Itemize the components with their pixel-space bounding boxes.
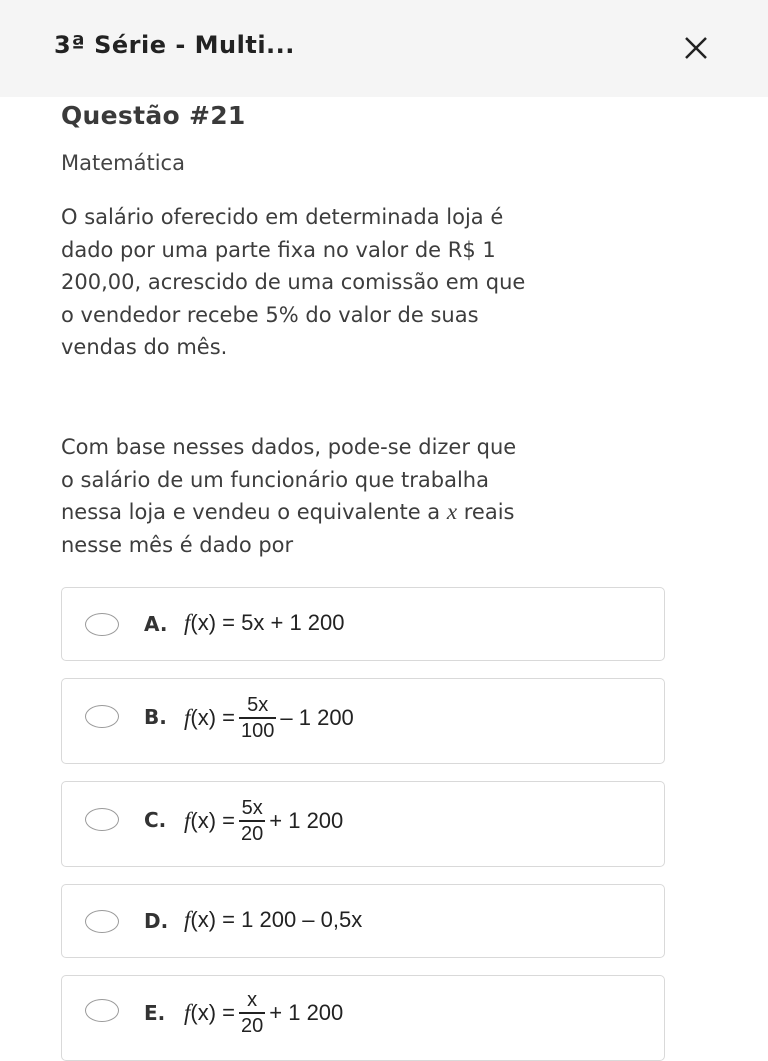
question-subject: Matemática	[61, 151, 185, 175]
fraction-numerator: 5x	[247, 694, 269, 716]
formula-f: f	[184, 705, 191, 730]
option-formula	[184, 990, 343, 1036]
formula-rhs: 5x + 1 200	[241, 610, 345, 635]
formula-rest: + 1 200	[269, 808, 344, 833]
fraction-denominator: 20	[239, 820, 265, 844]
fraction-numerator: 5x	[241, 797, 263, 819]
option-letter: E.	[144, 1001, 166, 1025]
fraction-numerator: x	[247, 989, 258, 1011]
formula-rest: – 1 200	[280, 705, 354, 730]
formula-fraction	[239, 990, 265, 1036]
option-formula	[184, 907, 362, 933]
formula-rest: + 1 200	[269, 1000, 344, 1025]
radio-button[interactable]	[85, 910, 119, 933]
radio-button[interactable]	[85, 808, 119, 831]
option-letter: A.	[144, 612, 168, 636]
header-title: 3ª Série - Multi...	[54, 31, 295, 59]
question-statement: O salário oferecido em determinada loja é dado por uma parte fixa no valor de R$ 1 200,00, acrescido de uma comissão em que o vendedor recebe 5% do valor de suas vendas do mês.	[61, 205, 526, 359]
fraction-denominator: 100	[239, 717, 276, 741]
formula-lhs: (x) =	[190, 610, 236, 635]
radio-button[interactable]	[85, 613, 119, 636]
prompt-text-before: Com base nesses dados, pode-se dizer que o salário de um funcionário que trabalha nessa loja e vendeu o equivalente a	[61, 435, 517, 524]
prompt-text-after: reais nesse mês é dado por	[61, 500, 515, 557]
option-d[interactable]	[61, 884, 665, 958]
option-letter: D.	[144, 909, 169, 933]
top-bar	[0, 0, 768, 97]
question-number: Questão #21	[61, 101, 246, 130]
formula-f: f	[184, 610, 191, 635]
formula-f: f	[184, 808, 191, 833]
formula-lhs: (x) =	[190, 705, 236, 730]
fraction-denominator: 20	[239, 1012, 265, 1036]
radio-button[interactable]	[85, 999, 119, 1022]
formula-lhs: (x) =	[190, 1000, 236, 1025]
option-a[interactable]	[61, 587, 665, 661]
formula-fraction	[239, 695, 276, 741]
option-formula	[184, 798, 343, 844]
question-prompt	[61, 431, 666, 561]
formula-rhs: 1 200 – 0,5x	[241, 907, 363, 932]
option-letter: C.	[144, 808, 167, 832]
option-b[interactable]	[61, 678, 665, 764]
formula-lhs: (x) =	[190, 907, 236, 932]
formula-fraction	[239, 798, 265, 844]
close-icon[interactable]	[678, 30, 714, 66]
option-formula	[184, 695, 354, 741]
option-formula	[184, 610, 345, 636]
formula-lhs: (x) =	[190, 808, 236, 833]
formula-f: f	[184, 1000, 191, 1025]
formula-f: f	[184, 907, 191, 932]
option-e[interactable]	[61, 975, 665, 1061]
option-letter: B.	[144, 705, 167, 729]
prompt-variable: x	[446, 499, 458, 524]
radio-button[interactable]	[85, 705, 119, 728]
option-c[interactable]	[61, 781, 665, 867]
